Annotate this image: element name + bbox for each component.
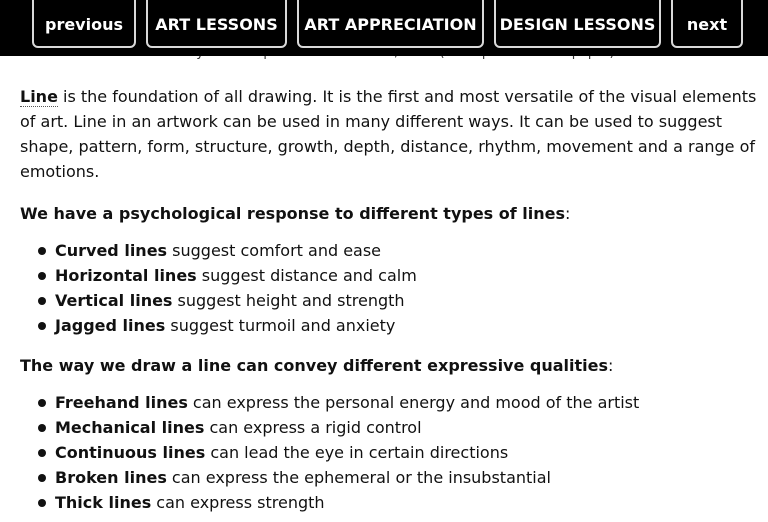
intro-text: is the foundation of all drawing. It is the first and most versatile of the visual elements of art. Line in an artwork can be used in many different ways. It can be used to suggest shape, pattern, form, structure, growth, depth, distance, rhythm, movement and a range of emotions. [20, 87, 757, 181]
line-types-list [36, 238, 760, 338]
art-appreciation-button[interactable]: ART APPRECIATION [297, 0, 484, 48]
line-term-link[interactable]: Line [20, 87, 58, 106]
list-item [36, 490, 760, 515]
list-item-term: Thick lines [55, 493, 152, 512]
list-item [36, 313, 760, 338]
previous-button[interactable]: previous [32, 0, 136, 48]
bullet-icon [38, 449, 46, 457]
heading-colon: : [608, 356, 614, 375]
art-lessons-button[interactable]: ART LESSONS [146, 0, 287, 48]
list-item [36, 390, 760, 415]
list-item-text: can express a rigid control [204, 418, 422, 437]
article-content [20, 84, 760, 522]
section-heading-expressive [20, 353, 760, 378]
section-heading-text: The way we draw a line can convey different expressive qualities [20, 356, 609, 375]
list-item-text: can express the ephemeral or the insubstantial [166, 468, 551, 487]
list-item-term: Vertical lines [55, 291, 173, 310]
section-heading-psychological [20, 201, 760, 226]
list-item-text: suggest height and strength [172, 291, 405, 310]
list-item-term: Continuous lines [55, 443, 206, 462]
list-item-term: Mechanical lines [55, 418, 205, 437]
bullet-icon [38, 499, 46, 507]
expressive-qualities-list [36, 390, 760, 515]
list-item-text: can express strength [151, 493, 325, 512]
bullet-icon [38, 474, 46, 482]
intro-paragraph [20, 84, 760, 184]
list-item [36, 465, 760, 490]
list-item-text: suggest distance and calm [196, 266, 417, 285]
list-item-term: Jagged lines [55, 316, 166, 335]
list-item-text: can lead the eye in certain directions [205, 443, 509, 462]
list-item [36, 440, 760, 465]
list-item-term: Broken lines [55, 468, 167, 487]
bullet-icon [38, 247, 46, 255]
bullet-icon [38, 424, 46, 432]
bullet-icon [38, 399, 46, 407]
list-item-term: Horizontal lines [55, 266, 197, 285]
design-lessons-button[interactable]: DESIGN LESSONS [494, 0, 661, 48]
list-item-term: Freehand lines [55, 393, 188, 412]
list-item-term: Curved lines [55, 241, 168, 260]
bullet-icon [38, 272, 46, 280]
list-item-text: suggest turmoil and anxiety [165, 316, 396, 335]
bullet-icon [38, 322, 46, 330]
section-heading-text: We have a psychological response to different types of lines [20, 204, 566, 223]
top-navigation-bar [0, 0, 768, 56]
list-item-text: can express the personal energy and mood of the artist [187, 393, 640, 412]
heading-colon: : [565, 204, 571, 223]
bullet-icon [38, 297, 46, 305]
next-button[interactable]: next [671, 0, 743, 48]
list-item [36, 415, 760, 440]
list-item [36, 288, 760, 313]
list-item-text: suggest comfort and ease [167, 241, 382, 260]
list-item [36, 263, 760, 288]
list-item [36, 238, 760, 263]
